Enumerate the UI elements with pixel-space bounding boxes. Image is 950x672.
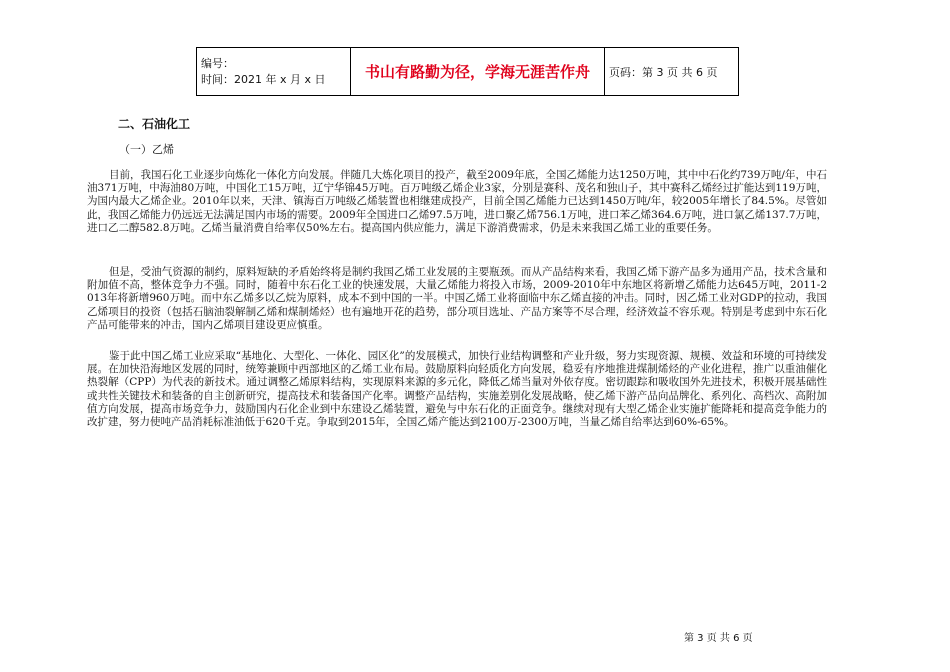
paragraph-3: 鉴于此中国乙烯工业应采取“基地化、大型化、一体化、园区化”的发展模式，加快行业结构调整和产业升级，努力实现资源、规模、效益和环境的可持续发展。在加快沿海地区发展的同时，统筹兼顾中西部地区的乙烯工业布局。鼓励原料向轻质化方向发展，稳妥有序地推进煤制烯烃的产业化进程，推广以重油催化热裂解（CPP）为代表的新技术。通过调整乙烯原料结构，实现原料来源的多元化，降低乙烯当量对外依存度。密切跟踪和吸收国外先进技术，积极开展基础性或共性关键技术和装备的自主创新研究，提高技术和装备国产化率。调整产品结构，实施差别化发展战略，使乙烯下游产品向品牌化、系列化、高档次、高附加值方向发展，提高市场竞争力，鼓励国内石化企业到中东建设乙烯装置，避免与中东石化的正面竞争。继续对现有大型乙烯企业实施扩能降耗和提高竞争能力的改扩建，努力使吨产品消耗标准油低于620千克。争取到2015年，全国乙烯产能达到2100万-2300万吨，当量乙烯自给率达到60%-65%。 (87, 350, 827, 429)
header-motto: 书山有路勤为径，学海无涯苦作舟 (364, 63, 590, 81)
section-title: 二、石油化工 (118, 117, 191, 131)
page-footer: 第 3 页 共 6 页 (684, 633, 753, 644)
header-meta-cell (197, 48, 351, 96)
document-time-label: 时间：2021 年 x 月 x 日 (201, 72, 326, 86)
header-page-code: 页码：第 3 页 共 6 页 (609, 65, 718, 79)
paragraph-2: 但是，受油气资源的制约，原料短缺的矛盾始终将是制约我国乙烯工业发展的主要瓶颈。而从产品结构来看，我国乙烯下游产品多为通用产品，技术含量和附加值不高，整体竞争力不强。同时，随着中东石化工业的快速发展，大量乙烯能力将投入市场，2009-2010年中东地区将新增乙烯能力达645万吨，2011-2013年将新增960万吨。而中东乙烯多以乙烷为原料，成本不到中国的一半。中国乙烯工业将面临中东乙烯直接的冲击。同时，因乙烯工业对GDP的拉动，我国乙烯项目的投资（包括石脑油裂解制乙烯和煤制烯烃）也有遍地开花的趋势，部分项目选址、产品方案等不尽合理，经济效益不容乐观。特别是考虑到中东石化产品可能带来的冲击，国内乙烯项目建设更应慎重。 (87, 266, 827, 331)
subsection-title: （一）乙烯 (119, 143, 174, 156)
header-motto-cell (351, 48, 605, 96)
header-table (196, 47, 739, 96)
document-number-label: 编号： (201, 56, 234, 70)
paragraph-1: 目前，我国石化工业逐步向炼化一体化方向发展。伴随几大炼化项目的投产，截至2009年底，全国乙烯能力达1250万吨，其中中石化约739万吨/年，中石油371万吨，中海油80万吨，中国化工15万吨，辽宁华锦45万吨。百万吨级乙烯企业3家，分别是赛科、茂名和独山子，其中赛科乙烯经过扩能达到119万吨，为国内最大乙烯企业。2010年以来，天津、镇海百万吨级乙烯装置也相继建成投产，目前全国乙烯能力已达到1450万吨/年，较2005年增长了84.5%。尽管如此，我国乙烯能力仍远远无法满足国内市场的需要。2009年全国进口乙烯97.5万吨，进口聚乙烯756.1万吨，进口苯乙烯364.6万吨，进口氯乙烯137.7万吨，进口乙二醇582.8万吨。乙烯当量消费自给率仅50%左右。提高国内供应能力，满足下游消费需求，仍是未来我国乙烯工业的重要任务。 (87, 169, 827, 234)
header-page-code-cell (605, 48, 739, 96)
